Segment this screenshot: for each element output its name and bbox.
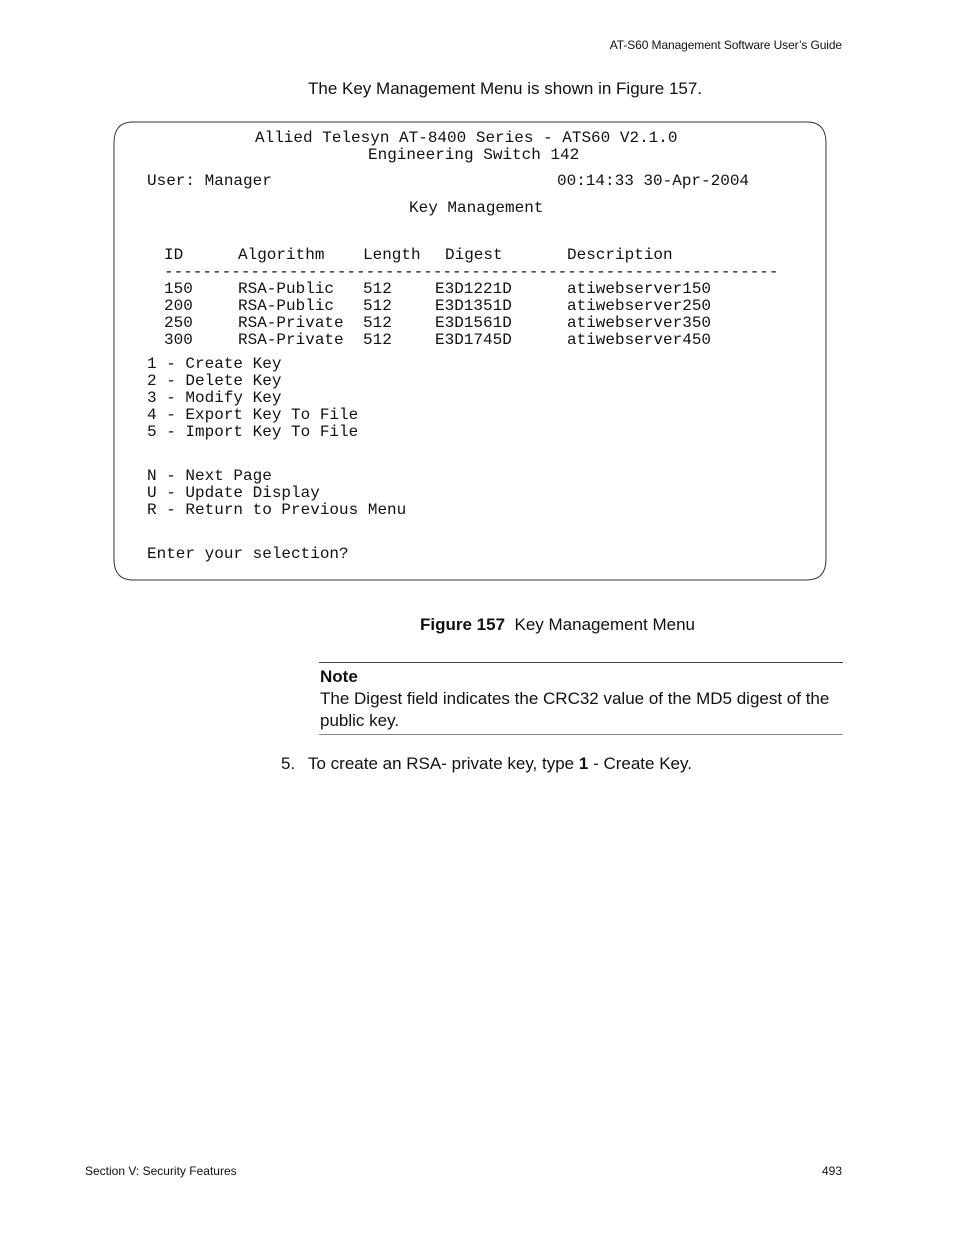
terminal-menu-title: Key Management — [409, 199, 544, 217]
menu-option-create-key: 1 - Create Key — [147, 355, 282, 373]
terminal-system-title: Allied Telesyn AT-8400 Series - ATS60 V2.1.0 — [255, 129, 678, 147]
key-row-id: 150 — [164, 280, 193, 298]
menu-option-update-display: U - Update Display — [147, 484, 320, 502]
key-row-id: 250 — [164, 314, 193, 332]
menu-option-import-key: 5 - Import Key To File — [147, 423, 359, 441]
column-header-description: Description — [567, 246, 673, 264]
key-row-description: atiwebserver350 — [567, 314, 712, 332]
key-row-description: atiwebserver150 — [567, 280, 712, 298]
terminal-switch-name: Engineering Switch 142 — [368, 146, 580, 164]
menu-option-export-key: 4 - Export Key To File — [147, 406, 359, 424]
procedure-step — [281, 754, 692, 774]
note-title: Note — [320, 667, 358, 686]
selection-prompt: Enter your selection? — [147, 545, 349, 563]
page-number: 493 — [821, 1164, 842, 1178]
step-text: To create an RSA- private key, type — [308, 754, 579, 773]
key-row-length: 512 — [363, 280, 392, 298]
key-row-length: 512 — [363, 314, 392, 332]
running-header: AT-S60 Management Software User’s Guide — [609, 38, 842, 52]
key-row-id: 300 — [164, 331, 193, 349]
key-row-algorithm: RSA-Private — [238, 331, 344, 349]
column-header-digest: Digest — [445, 246, 503, 264]
column-header-length: Length — [363, 246, 421, 264]
key-row-algorithm: RSA-Public — [238, 297, 335, 315]
key-row-algorithm: RSA-Public — [238, 280, 335, 298]
menu-option-next-page: N - Next Page — [147, 467, 272, 485]
column-header-algorithm: Algorithm — [238, 246, 325, 264]
menu-option-delete-key: 2 - Delete Key — [147, 372, 282, 390]
key-row-description: atiwebserver450 — [567, 331, 712, 349]
table-separator: ---------------------------------------------------------------- — [164, 263, 779, 281]
key-row-algorithm: RSA-Private — [238, 314, 344, 332]
key-row-length: 512 — [363, 331, 392, 349]
step-key: 1 — [578, 754, 589, 773]
key-row-length: 512 — [363, 297, 392, 315]
key-row-id: 200 — [164, 297, 193, 315]
intro-paragraph: The Key Management Menu is shown in Figure 157. — [308, 79, 703, 98]
note-box — [319, 662, 843, 735]
step-number: 5. — [281, 754, 296, 773]
figure-title: Key Management Menu — [514, 615, 695, 634]
footer-section: Section V: Security Features — [85, 1164, 237, 1178]
key-row-digest: E3D1351D — [435, 297, 512, 315]
key-row-digest: E3D1221D — [435, 280, 512, 298]
step-text-end: - Create Key. — [588, 754, 692, 773]
terminal-timestamp: 00:14:33 30-Apr-2004 — [557, 172, 750, 190]
note-body: The Digest field indicates the CRC32 value of the MD5 digest of the public key. — [320, 689, 830, 730]
key-row-digest: E3D1561D — [435, 314, 512, 332]
key-row-description: atiwebserver250 — [567, 297, 712, 315]
menu-option-return: R - Return to Previous Menu — [147, 501, 407, 519]
key-row-digest: E3D1745D — [435, 331, 512, 349]
menu-option-modify-key: 3 - Modify Key — [147, 389, 282, 407]
figure-number: Figure 157 — [420, 615, 506, 634]
terminal-figure — [113, 121, 827, 581]
terminal-user-label: User: Manager — [147, 172, 272, 190]
column-header-id: ID — [164, 246, 184, 264]
figure-caption — [420, 615, 695, 635]
